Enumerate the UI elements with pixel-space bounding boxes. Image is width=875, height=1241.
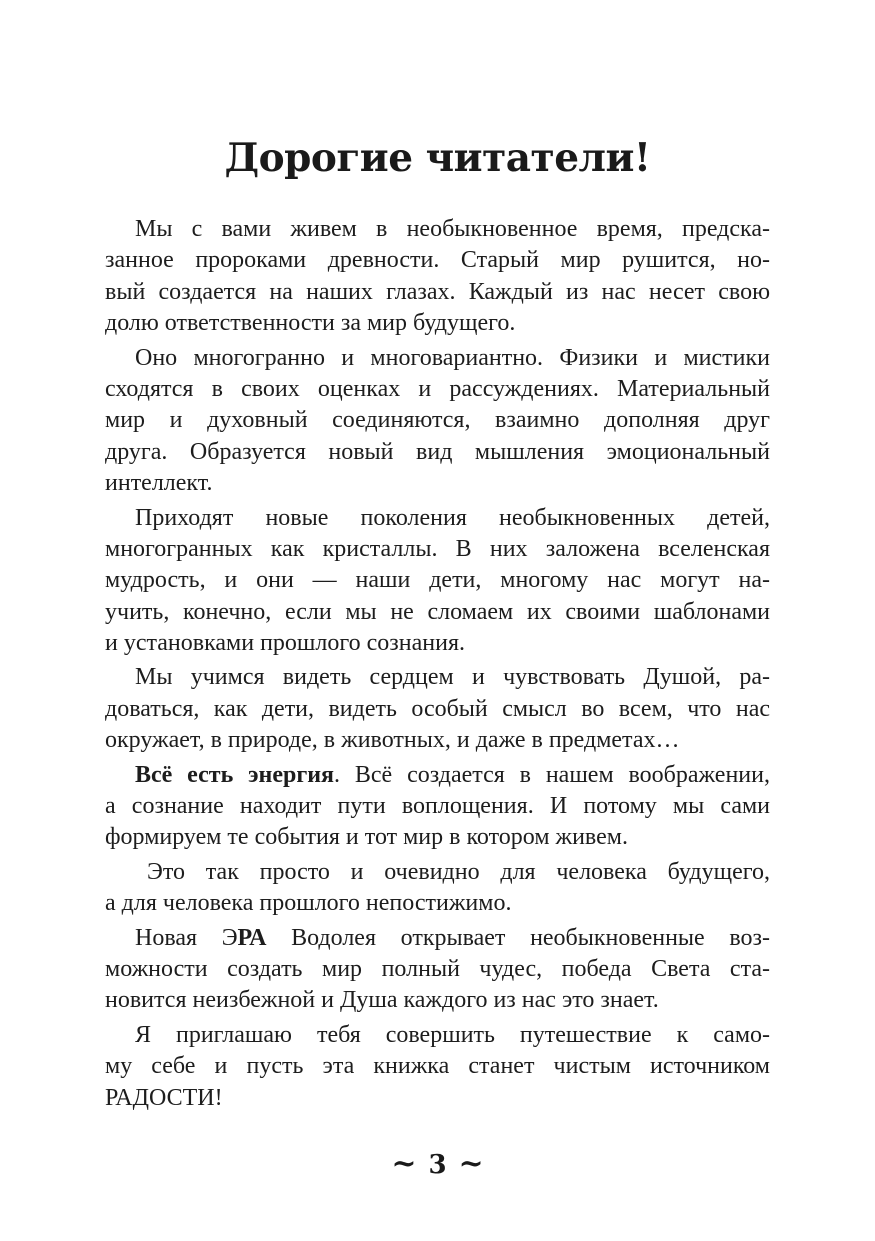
text-line: занное пророками древности. Старый мир рушится, но- bbox=[105, 247, 770, 274]
ornament-right: ~ bbox=[458, 1146, 484, 1181]
text-line: мудрость, и они — наши дети, многому нас могут на- bbox=[105, 567, 770, 594]
text-line: Оно многогранно и многовариантно. Физики и мистики bbox=[135, 344, 770, 371]
text-line: РАДОСТИ! bbox=[105, 1084, 223, 1111]
text-line: можности создать мир полный чудес, победа Света ста- bbox=[105, 955, 770, 982]
text-line: друга. Образуется новый вид мышления эмоциональный bbox=[105, 438, 770, 465]
body-text bbox=[105, 214, 770, 1114]
emphasis-text: РА bbox=[237, 924, 267, 951]
text-line: формируем те события и тот мир в котором живем. bbox=[105, 824, 628, 851]
paragraph-6 bbox=[105, 857, 770, 920]
text-line: интеллект. bbox=[105, 470, 213, 497]
text-line: Я приглашаю тебя совершить путешествие к само- bbox=[135, 1021, 770, 1048]
paragraph-4 bbox=[105, 662, 770, 756]
paragraph-7 bbox=[105, 923, 770, 1017]
paragraph-2 bbox=[105, 343, 770, 500]
text-run: . Всё создается в нашем воображении, bbox=[334, 761, 770, 788]
text-run: Водолея открывает необыкновенные воз- bbox=[266, 924, 770, 951]
paragraph-3 bbox=[105, 503, 770, 660]
text-line: долю ответственности за мир будущего. bbox=[105, 310, 516, 337]
text-run: Новая Э bbox=[135, 924, 238, 951]
text-line: Мы учимся видеть сердцем и чувствовать Душой, ра- bbox=[135, 664, 770, 691]
text-line: вый создается на наших глазах. Каждый из нас несет свою bbox=[105, 278, 770, 305]
text-line: а сознание находит пути воплощения. И потому мы сами bbox=[105, 793, 770, 820]
text-line: му себе и пусть эта книжка станет чистым источником bbox=[105, 1053, 770, 1080]
paragraph-1 bbox=[105, 214, 770, 340]
text-line: новится неизбежной и Душа каждого из нас это знает. bbox=[105, 987, 659, 1014]
text-line: и установками прошлого сознания. bbox=[105, 630, 465, 657]
text-line: многогранных как кристаллы. В них заложена вселенская bbox=[105, 535, 770, 562]
page-title: Дорогие читатели! bbox=[224, 135, 651, 181]
text-line bbox=[105, 760, 770, 791]
text-line bbox=[105, 923, 770, 954]
text-line: учить, конечно, если мы не сломаем их своими шаблонами bbox=[105, 598, 770, 625]
text-line: Мы с вами живем в необыкновенное время, предска- bbox=[135, 216, 770, 242]
text-line: мир и духовный соединяются, взаимно дополняя друг bbox=[105, 407, 770, 434]
text-line: доваться, как дети, видеть особый смысл во всем, что нас bbox=[105, 695, 770, 722]
emphasis-text: Всё есть энергия bbox=[135, 761, 335, 788]
paragraph-8 bbox=[105, 1020, 770, 1114]
text-line: окружает, в природе, в животных, и даже в предметах… bbox=[105, 727, 680, 754]
ornament-left: ~ bbox=[391, 1146, 417, 1181]
text-line: Это так просто и очевидно для человека будущего, bbox=[147, 858, 770, 885]
page-number-value: 3 bbox=[428, 1150, 447, 1180]
page-number bbox=[0, 1142, 875, 1187]
text-line: сходятся в своих оценках и рассуждениях. Материальный bbox=[105, 375, 770, 402]
paragraph-5 bbox=[105, 760, 770, 854]
text-line: Приходят новые поколения необыкновенных детей, bbox=[135, 504, 770, 531]
text-line: а для человека прошлого непостижимо. bbox=[105, 890, 512, 917]
